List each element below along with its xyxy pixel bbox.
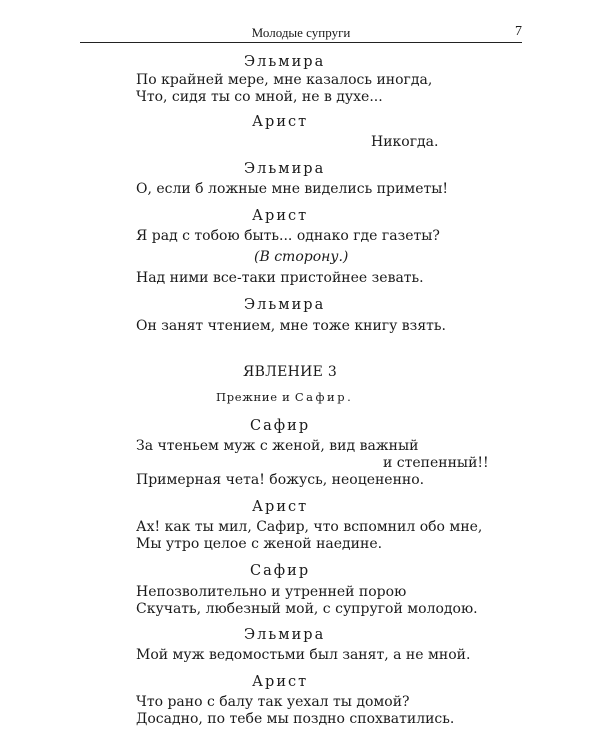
speaker-arist: Арист [252, 208, 309, 224]
verse-line: Над ними все-таки пристойнее зевать. [136, 270, 424, 286]
verse-line: По крайней мере, мне казалось иногда, [136, 72, 433, 88]
speaker-safir: Сафир [250, 418, 311, 434]
verse-line: Примерная чета! божусь, неоцененно. [136, 472, 425, 488]
verse-line: Что рано с балу так уехал ты домой? [136, 694, 410, 710]
speaker-elmira: Эльмира [244, 627, 326, 643]
verse-line: Непозволительно и утренней порою [136, 584, 407, 600]
speaker-safir: Сафир [250, 563, 311, 579]
verse-line: Скучать, любезный мой, с супругой молодою. [136, 601, 478, 617]
speaker-elmira: Эльмира [244, 54, 326, 70]
scene-heading: ЯВЛЕНИЕ 3 [243, 364, 338, 380]
cast-list [216, 390, 353, 404]
verse-line: Он занят чтением, мне тоже книгу взять. [136, 318, 446, 334]
speaker-arist: Арист [252, 499, 309, 515]
verse-line: Досадно, по тебе мы поздно спохватились. [136, 711, 455, 727]
running-header [80, 24, 522, 43]
speaker-arist: Арист [252, 674, 309, 690]
verse-line: Я рад с тобою быть... однако где газеты? [136, 228, 440, 244]
verse-line: Что, сидя ты со мной, не в духе... [136, 89, 383, 105]
verse-line: Ах! как ты мил, Сафир, что вспомнил обо мне, [136, 519, 483, 535]
verse-line: Мы утро целое с женой наедине. [136, 536, 383, 552]
stage-direction: (В сторону.) [254, 249, 349, 265]
cast-prefix: Прежние и [216, 390, 291, 404]
speaker-elmira: Эльмира [244, 297, 326, 313]
verse-line-continuation: и степенный!! [383, 455, 489, 471]
verse-line: За чтеньем муж с женой, вид важный [136, 438, 419, 454]
cast-name: Сафир. [294, 390, 354, 404]
running-title: Молодые супруги [251, 25, 351, 40]
page-number: 7 [515, 24, 522, 39]
verse-line: О, если б ложные мне виделись приметы! [136, 181, 448, 197]
speaker-arist: Арист [252, 114, 309, 130]
verse-line: Никогда. [371, 134, 439, 150]
verse-line: Мой муж ведомостьми был занят, а не мной. [136, 647, 471, 663]
speaker-elmira: Эльмира [244, 161, 326, 177]
